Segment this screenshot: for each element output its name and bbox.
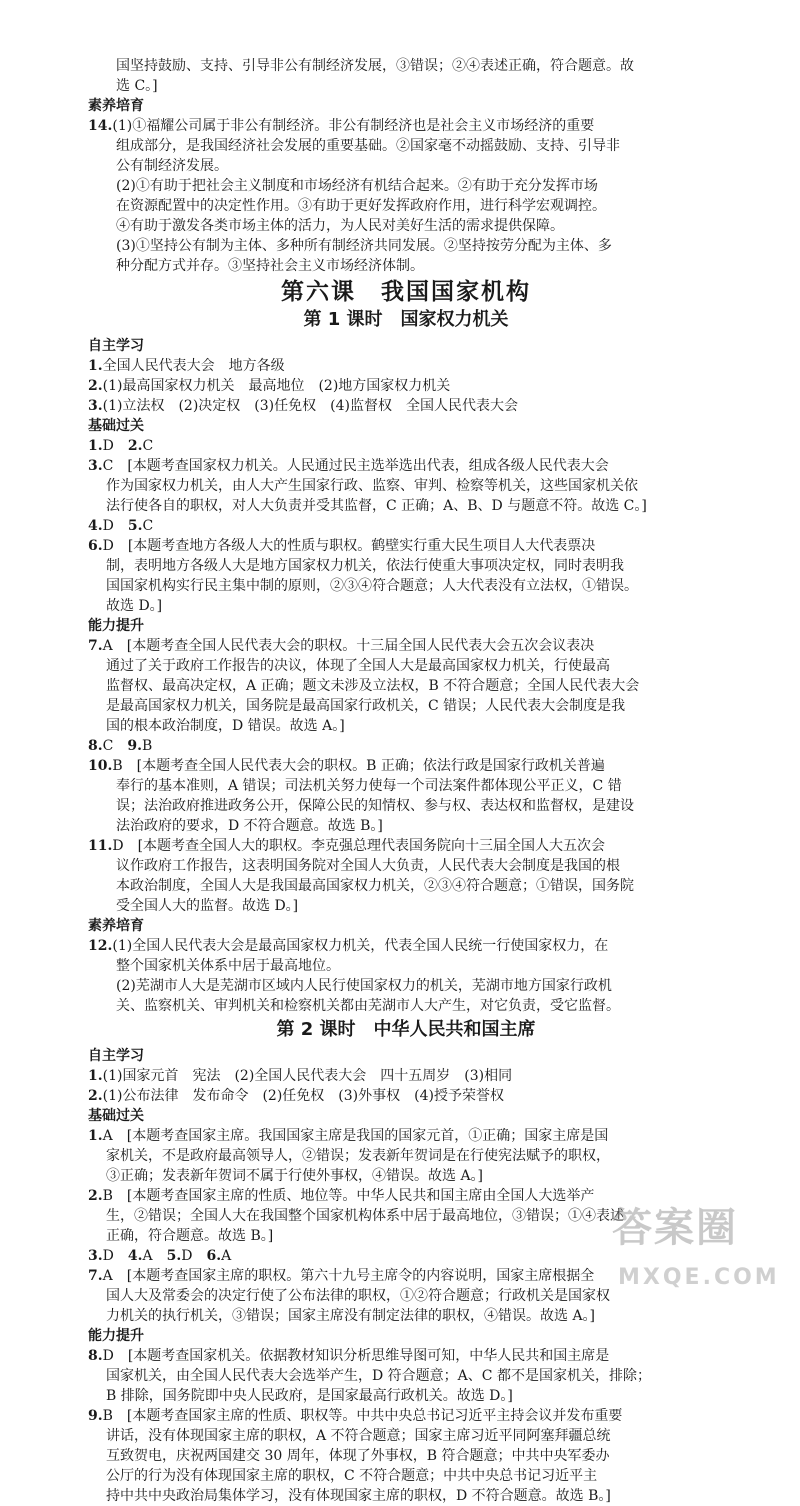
answer-text: (1)最高国家权力机关 最高地位 (2)地方国家权力机关	[102, 378, 451, 394]
answer-text: D [本题考查国家机关。依据教材知识分析思维导图可知，中华人民共和国主席是	[102, 1348, 610, 1364]
text-line: 受全国人大的监督。故选 D。]	[116, 898, 299, 914]
answer-text: C	[142, 438, 154, 454]
chapter-title: 第六课 我国国家机构	[281, 279, 531, 305]
text-line: 国的根本政治制度，D 错误。故选 A。]	[106, 718, 345, 734]
item-number: 9.	[127, 738, 142, 754]
answer-text: B [本题考查全国人民代表大会的职权。B 正确；依法行政是国家行政机关普遍	[112, 758, 605, 774]
text-line: 整个国家机关体系中居于最高地位。	[116, 958, 340, 974]
item-number: 8.	[88, 738, 103, 754]
section-heading-literacy: 素养培育	[88, 918, 144, 934]
text-line: (2)①有助于把社会主义制度和市场经济有机结合起来。②有助于充分发挥市场	[116, 178, 598, 194]
question-number: 14.	[88, 118, 113, 134]
item-number: 3.	[88, 398, 103, 414]
answer-text: B	[141, 738, 153, 754]
answer-text: (1)公布法律 发布命令 (2)任免权 (3)外事权 (4)授予荣誉权	[102, 1088, 504, 1104]
text-line: (2)芜湖市人大是芜湖市区域内人民行使国家权力的机关，芜湖市地方国家行政机	[116, 978, 612, 994]
item-number: 5.	[127, 518, 143, 534]
answer-text: B [本题考查国家主席的性质、地位等。中华人民共和国主席由全国人大选举产	[102, 1188, 595, 1204]
text-line: 组成部分，是我国经济社会发展的重要基础。②国家毫不动摇鼓励、支持、引导非	[116, 138, 620, 154]
text-line: 制，表明地方各级人大是地方国家权力机关，依法行使重大事项决定权，同时表明我	[106, 558, 624, 574]
item-number: 10.	[88, 758, 113, 774]
item-number: 4.	[88, 518, 103, 534]
section-heading-self-study: 自主学习	[88, 1048, 144, 1064]
text-line: (3)①坚持公有制为主体、多种所有制经济共同发展。②坚持按劳分配为主体、多	[116, 238, 612, 254]
text-line: (1)①福耀公司属于非公有制经济。非公有制经济也是社会主义市场经济的重要	[112, 118, 595, 134]
question-14	[88, 116, 724, 276]
text-line: 选 C。]	[116, 78, 158, 94]
text-line: 监督权、最高决定权，A 正确；题文未涉及立法权，B 不符合题意；全国人民代表大会	[106, 678, 640, 694]
item-number: 1.	[88, 358, 103, 374]
text-line: 关、监察机关、审判机关和检察机关都由芜湖市人大产生，对它负责，受它监督。	[116, 998, 620, 1014]
watermark-url: MXQE.COM	[618, 1265, 780, 1290]
answer-text: A [本题考查国家主席。我国国家主席是我国的国家元首，①正确；国家主席是国	[102, 1128, 609, 1144]
text-line: 国国家机构实行民主集中制的原则，②③④符合题意；人大代表没有立法权，①错误。	[106, 578, 638, 594]
text-line: 作为国家权力机关，由人大产生国家行政、监察、审判、检察等机关，这些国家机关依	[106, 478, 638, 494]
item-number: 6.	[206, 1248, 222, 1264]
text-line: 是最高国家权力机关，国务院是最高国家行政机关，C 错误；人民代表大会制度是我	[106, 698, 626, 714]
item-number: 3.	[88, 1248, 103, 1264]
item-number: 1.	[88, 1068, 103, 1084]
answer-text: D	[181, 1248, 207, 1264]
answer-text: D	[102, 438, 128, 454]
answer-text: A [本题考查全国人民代表大会的职权。十三届全国人民代表大会五次会议表决	[102, 638, 595, 654]
text-line: 国家机关，由全国人民代表大会选举产生，D 符合题意；A、C 都不是国家机关，排除；	[106, 1368, 651, 1384]
answer-text: C [本题考查国家权力机关。人民通过民主选举选出代表，组成各级人民代表大会	[102, 458, 609, 474]
text-line: 本政治制度，全国人大是我国最高国家权力机关，②③④符合题意；①错误，国务院	[116, 878, 634, 894]
answer-text: D [本题考查地方各级人大的性质与职权。鹤壁实行重大民生项目人大代表票决	[102, 538, 596, 554]
text-line: ③正确；发表新年贺词不属于行使外事权，④错误。故选 A。]	[106, 1168, 484, 1184]
item-number: 12.	[88, 938, 113, 954]
text-line: 讲话，没有体现国家主席的职权，A 不符合题意；国家主席习近平同阿塞拜疆总统	[106, 1428, 611, 1444]
watermark-logo	[612, 1205, 788, 1296]
item-number: 1.	[88, 438, 103, 454]
text-line: 种分配方式并存。③坚持社会主义市场经济体制。	[116, 258, 424, 274]
section-heading-literacy: 素养培育	[88, 98, 144, 114]
text-line: 奉行的基本准则，A 错误；司法机关努力使每一个司法案件都体现公平正义，C 错	[116, 778, 622, 794]
text-line: 公有制经济发展。	[116, 158, 228, 174]
item-number: 8.	[88, 1348, 103, 1364]
answer-text: D [本题考查全国人大的职权。李克强总理代表国务院向十三届全国人大五次会	[112, 838, 606, 854]
item-number: 2.	[88, 1188, 103, 1204]
text-line: 误；法治政府推进政务公开，保障公民的知情权、参与权、表达权和监督权，是建设	[116, 798, 634, 814]
item-number: 2.	[88, 378, 103, 394]
text-line: 法行使各自的职权，对人大负责并受其监督，C 正确；A、B、D 与题意不符。故选 C。]	[106, 498, 647, 514]
text-line: 故选 D。]	[106, 598, 163, 614]
text-line: 议作政府工作报告，这表明国务院对全国人大负责，人民代表大会制度是我国的根	[116, 858, 620, 874]
watermark-logo-text: 答案圈	[612, 1205, 738, 1251]
item-number: 3.	[88, 458, 103, 474]
text-line: 法治政府的要求，D 不符合题意。故选 B。]	[116, 818, 383, 834]
text-line: 在资源配置中的决定性作用。③有助于更好发挥政府作用，进行科学宏观调控。	[116, 198, 606, 214]
text-line: 互致贺电，庆祝两国建交 30 周年，体现了外事权，B 符合题意；中共中央军委办	[106, 1448, 610, 1464]
text-line: 正确，符合题意。故选 B。]	[106, 1228, 274, 1244]
section-heading-self-study: 自主学习	[88, 338, 144, 354]
text-line: 持中共中央政治局集体学习，没有体现国家主席的职权，D 不符合题意。故选 B。]	[106, 1488, 611, 1504]
top-continuation	[88, 56, 724, 96]
section-heading-improve: 能力提升	[88, 1328, 144, 1344]
text-line: B 排除，国务院即中央人民政府，是国家最高行政机关。故选 D。]	[106, 1388, 513, 1404]
text-line: ④有助于激发各类市场主体的活力，为人民对美好生活的需求提供保障。	[116, 218, 564, 234]
item-number: 5.	[166, 1248, 182, 1264]
answer-text: A [本题考查国家主席的职权。第六十九号主席令的内容说明，国家主席根据全	[102, 1268, 595, 1284]
answer-text: D	[102, 1248, 128, 1264]
text-line: 家机关，不是政府最高领导人，②错误；发表新年贺词是在行使宪法赋予的职权，	[106, 1148, 610, 1164]
answer-text: 全国人民代表大会 地方各级	[102, 358, 285, 374]
text-line: 国坚持鼓励、支持、引导非公有制经济发展，③错误；②④表述正确，符合题意。故	[116, 58, 634, 74]
text-line: 生，②错误；全国人大在我国整个国家机构体系中居于最高地位，③错误；①④表述	[106, 1208, 624, 1224]
section-heading-basic: 基础过关	[88, 418, 144, 434]
answer-text: A	[221, 1248, 232, 1264]
item-number: 1.	[88, 1128, 103, 1144]
item-number: 9.	[88, 1408, 103, 1424]
answer-text: (1)立法权 (2)决定权 (3)任免权 (4)监督权 全国人民代表大会	[102, 398, 518, 414]
item-number: 2.	[88, 1088, 103, 1104]
item-number: 7.	[88, 1268, 103, 1284]
item-number: 4.	[127, 1248, 143, 1264]
answer-text: C	[102, 738, 128, 754]
item-number: 2.	[127, 438, 143, 454]
text-line: (1)全国人民代表大会是最高国家权力机关，代表全国人民统一行使国家权力，在	[112, 938, 609, 954]
item-number: 7.	[88, 638, 103, 654]
answer-text: B [本题考查国家主席的性质、职权等。中共中央总书记习近平主持会议并发布重要	[102, 1408, 623, 1424]
item-number: 11.	[88, 838, 113, 854]
text-line: 力机关的执行机关，③错误；国家主席没有制定法律的职权，④错误。故选 A。]	[106, 1308, 596, 1324]
text-line: 通过了关于政府工作报告的决议，体现了全国人大是最高国家权力机关，行使最高	[106, 658, 610, 674]
answer-text: A	[142, 1248, 167, 1264]
lesson-title: 第 2 课时 中华人民共和国主席	[276, 1019, 536, 1040]
answer-text: D	[102, 518, 128, 534]
answer-text: (1)国家元首 宪法 (2)全国人民代表大会 四十五周岁 (3)相同	[102, 1068, 513, 1084]
section-heading-improve: 能力提升	[88, 618, 144, 634]
text-line: 公厅的行为没有体现国家主席的职权，C 不符合题意；中共中央总书记习近平主	[106, 1468, 598, 1484]
text-line: 国人大及常委会的决定行使了公布法律的职权，①②符合题意；行政机关是国家权	[106, 1288, 610, 1304]
lesson-title: 第 1 课时 国家权力机关	[303, 309, 509, 330]
answer-text: C	[142, 518, 154, 534]
section-heading-basic: 基础过关	[88, 1108, 144, 1124]
item-number: 6.	[88, 538, 103, 554]
